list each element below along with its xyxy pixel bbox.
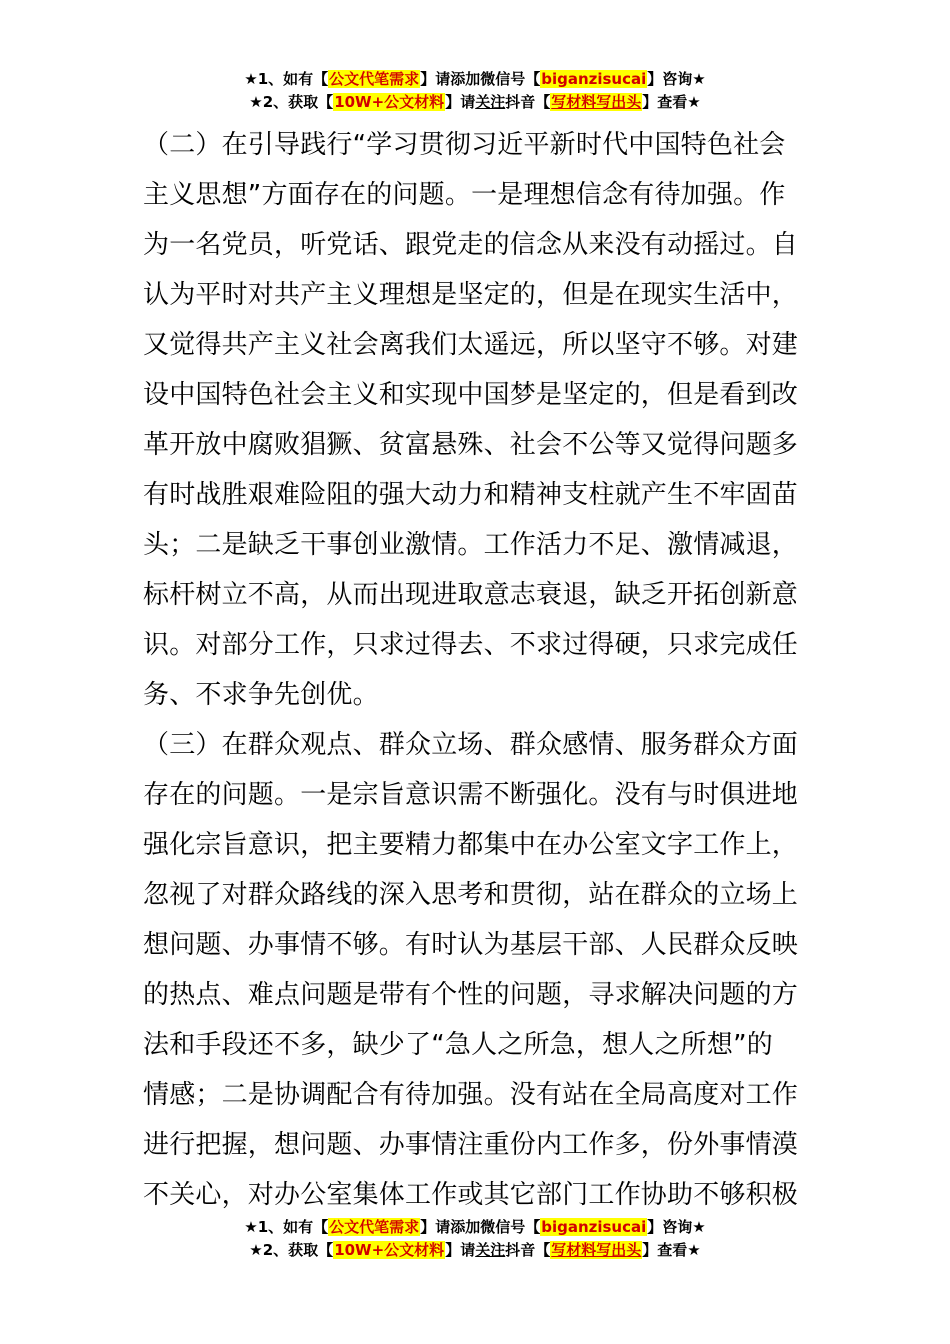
body-line: 头；二是缺乏干事创业激情。工作活力不足、激情减退， xyxy=(143,530,799,560)
highlight-service: 公文代笔需求 xyxy=(329,1218,420,1236)
body-line: （二）在引导践行“学习贯彻习近平新时代中国特色社会 xyxy=(143,130,786,160)
body-line: 有时战胜艰难险阻的强大动力和精神支柱就产生不牢固苗 xyxy=(143,480,799,510)
body-line: 革开放中腐败猖獗、贫富悬殊、社会不公等又觉得问题多 xyxy=(143,430,799,460)
highlight-service: 公文代笔需求 xyxy=(329,70,420,88)
banner-line-2: ★2、获取【10W+公文材料】请关注抖音【写材料写出头】查看★ xyxy=(249,93,701,111)
body-line: 主义思想”方面存在的问题。一是理想信念有待加强。作 xyxy=(143,180,786,210)
body-line: 认为平时对共产主义理想是坚定的，但是在现实生活中， xyxy=(143,280,799,310)
body-line: 忽视了对群众路线的深入思考和贯彻，站在群众的立场上 xyxy=(143,880,799,910)
banner-line-1: ★1、如有【公文代笔需求】请添加微信号【biganzisucai】咨询★ xyxy=(244,70,706,88)
banner-line-2: ★2、获取【10W+公文材料】请关注抖音【写材料写出头】查看★ xyxy=(249,1241,701,1259)
body-line: 务、不求争先创优。 xyxy=(143,680,379,710)
body-line: 为一名党员，听党话、跟党走的信念从来没有动摇过。自 xyxy=(143,230,799,260)
document-body xyxy=(143,120,811,1220)
body-line: 情感；二是协调配合有待加强。没有站在全局高度对工作 xyxy=(143,1080,799,1110)
body-line: 识。对部分工作，只求过得去、不求过得硬，只求完成任 xyxy=(143,630,799,660)
banner-line-1: ★1、如有【公文代笔需求】请添加微信号【biganzisucai】咨询★ xyxy=(244,1218,706,1236)
highlight-materials: 10W+公文材料 xyxy=(334,1241,445,1259)
highlight-wechat-id: biganzisucai xyxy=(541,70,647,88)
body-line: 标杆树立不高，从而出现进取意志衰退，缺乏开拓创新意 xyxy=(143,580,799,610)
top-banner xyxy=(0,68,950,114)
body-line: 又觉得共产主义社会离我们太遥远，所以坚守不够。对建 xyxy=(143,330,799,360)
highlight-wechat-id: biganzisucai xyxy=(541,1218,647,1236)
body-line: 强化宗旨意识，把主要精力都集中在办公室文字工作上， xyxy=(143,830,799,860)
body-line: 存在的问题。一是宗旨意识需不断强化。没有与时俱进地 xyxy=(143,780,799,810)
body-line: 想问题、办事情不够。有时认为基层干部、人民群众反映 xyxy=(143,930,799,960)
body-line: 进行把握，想问题、办事情注重份内工作多，份外事情漠 xyxy=(143,1130,799,1160)
body-line: 的热点、难点问题是带有个性的问题，寻求解决问题的方 xyxy=(143,980,799,1010)
highlight-douyin: 写材料写出头 xyxy=(551,1241,642,1259)
body-line: （三）在群众观点、群众立场、群众感情、服务群众方面 xyxy=(143,730,799,760)
highlight-materials: 10W+公文材料 xyxy=(334,93,445,111)
body-line: 不关心，对办公室集体工作或其它部门工作协助不够积极 xyxy=(143,1180,799,1210)
bottom-banner xyxy=(0,1216,950,1262)
body-line: 设中国特色社会主义和实现中国梦是坚定的，但是看到改 xyxy=(143,380,799,410)
body-line: 法和手段还不多，缺少了“急人之所急，想人之所想”的 xyxy=(143,1030,773,1060)
highlight-douyin: 写材料写出头 xyxy=(551,93,642,111)
